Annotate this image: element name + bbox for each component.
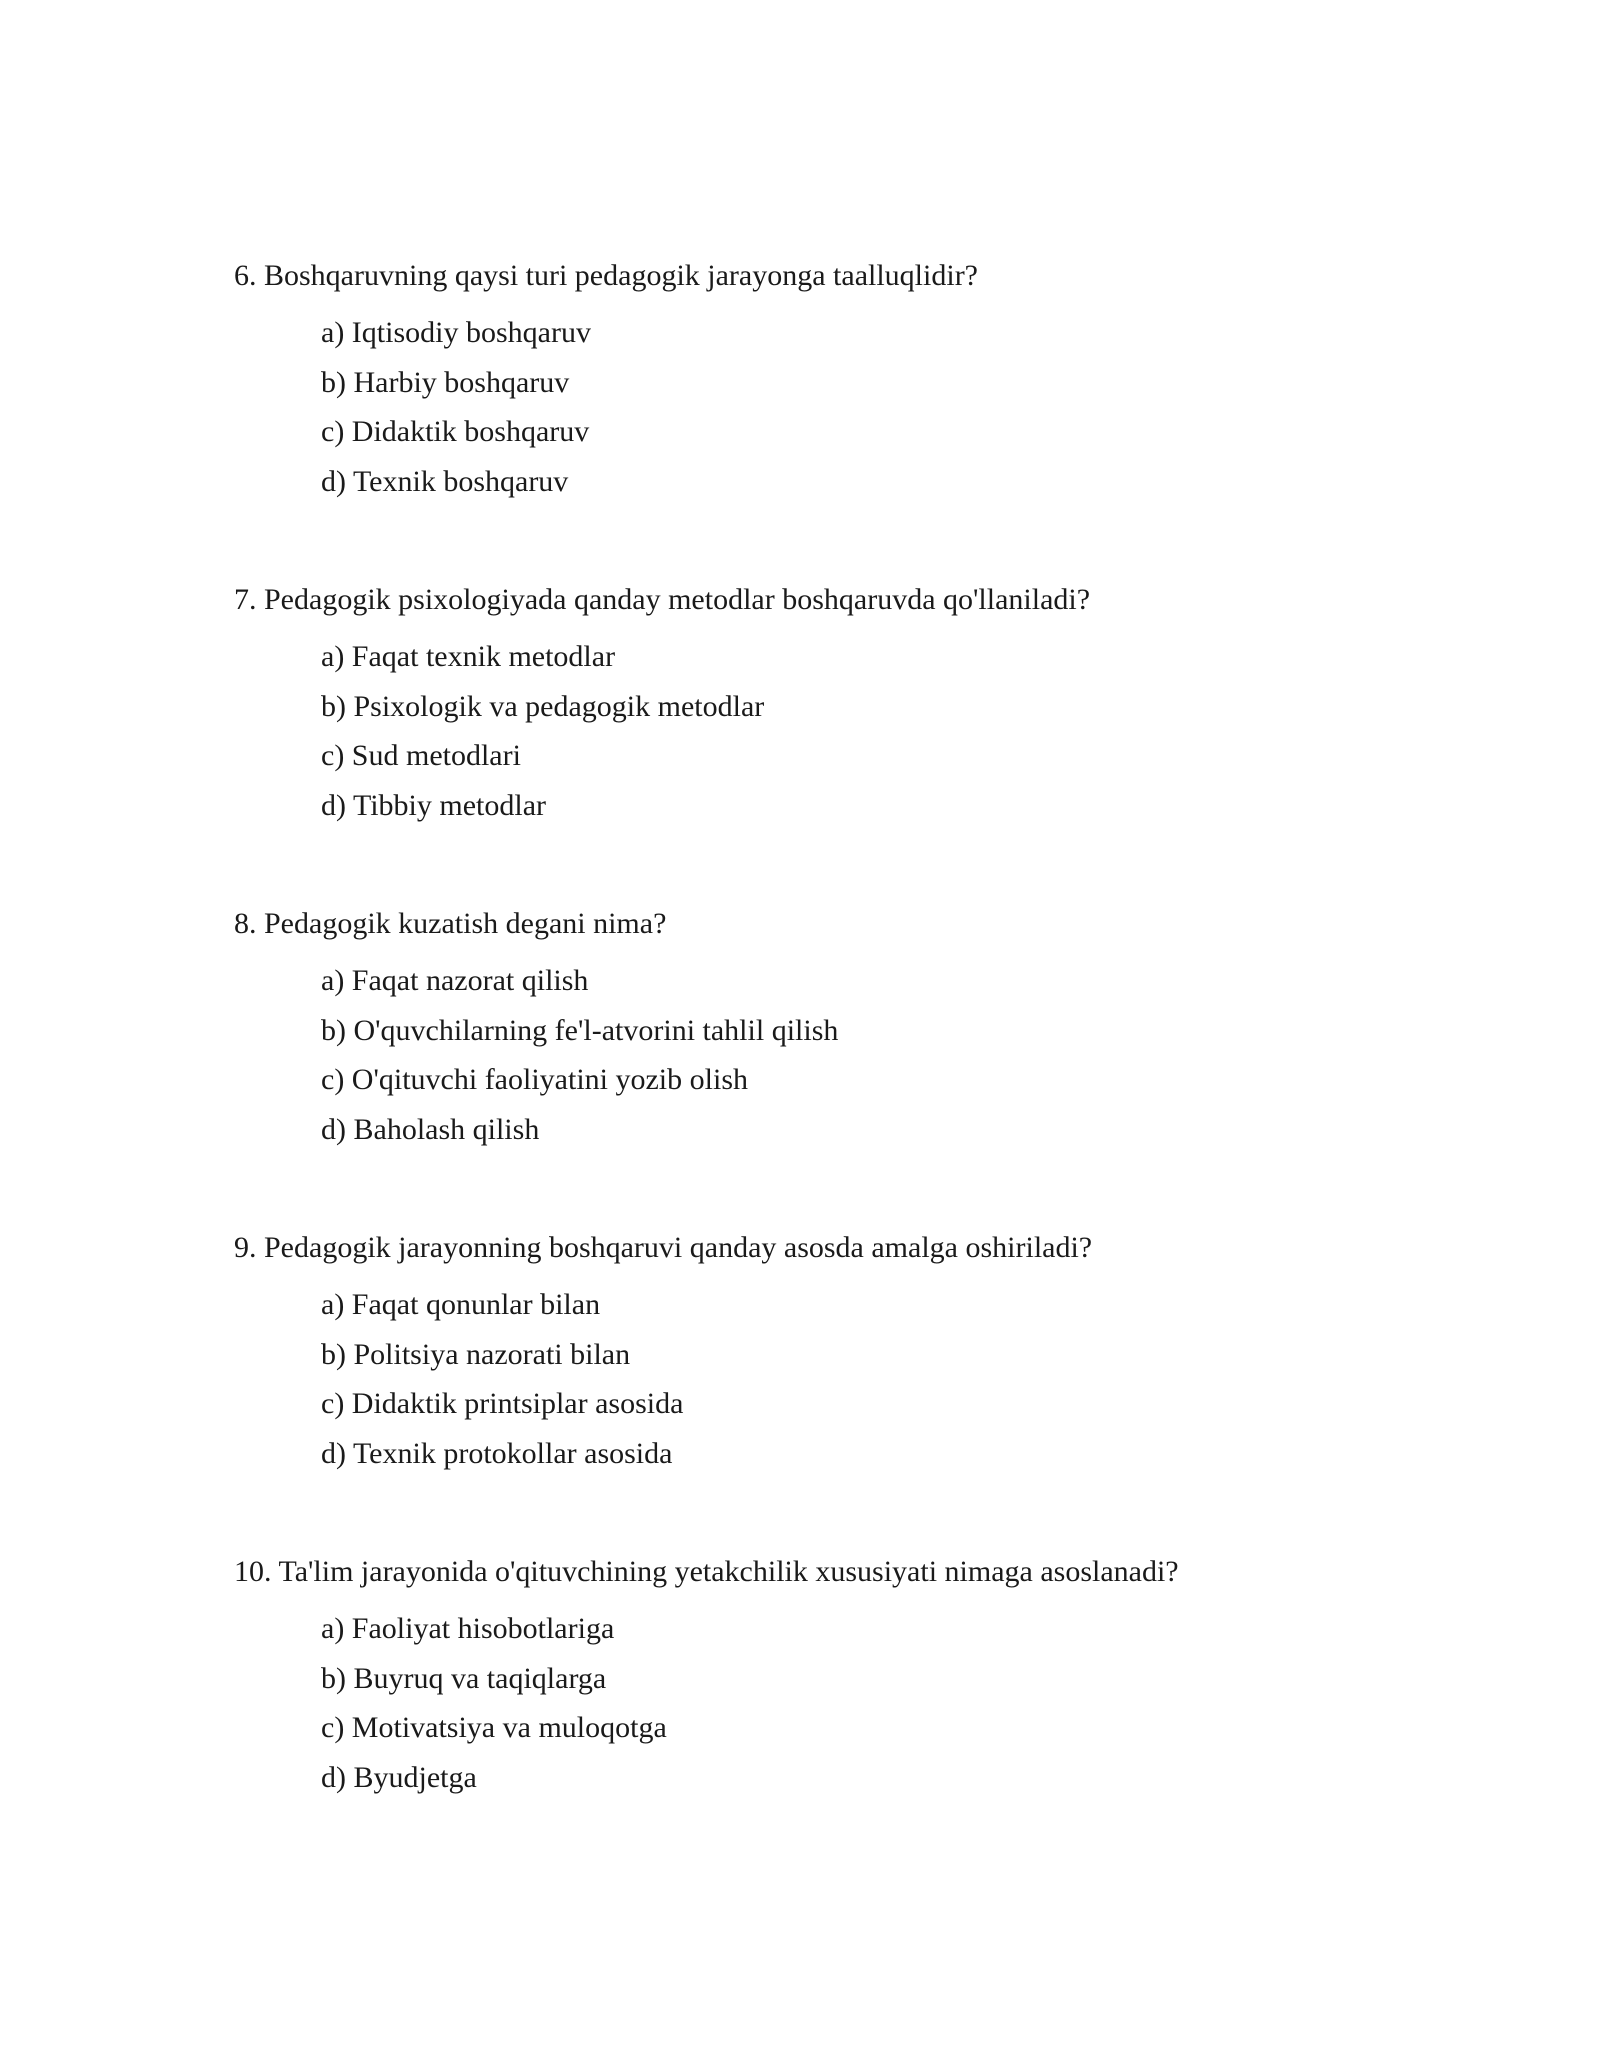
- option-a: a) Iqtisodiy boshqaruv: [321, 316, 591, 349]
- answer-options: [234, 639, 1434, 837]
- option-a: a) Faoliyat hisobotlariga: [321, 1612, 615, 1645]
- option-d: d) Byudjetga: [321, 1760, 477, 1794]
- option-d: d) Texnik protokollar asosida: [321, 1436, 673, 1470]
- option-c: c) Sud metodlari: [321, 739, 521, 772]
- question-text: 6. Boshqaruvning qaysi turi pedagogik jarayonga taalluqlidir?: [234, 259, 978, 292]
- option-b: b) Psixologik va pedagogik metodlar: [321, 689, 765, 723]
- answer-options: [234, 315, 1434, 513]
- question-text: 9. Pedagogik jarayonning boshqaruvi qanday asosda amalga oshiriladi?: [234, 1231, 1093, 1264]
- option-d: d) Tibbiy metodlar: [321, 788, 547, 822]
- answer-options: [234, 1287, 1434, 1485]
- question-6: [234, 258, 1434, 513]
- option-c: c) O'qituvchi faoliyatini yozib olish: [321, 1063, 748, 1096]
- option-b: b) Buyruq va taqiqlarga: [321, 1661, 607, 1695]
- question-text: 10. Ta'lim jarayonida o'qituvchining yetakchilik xususiyati nimaga asoslanadi?: [234, 1555, 1179, 1588]
- option-b: b) O'quvchilarning fe'l-atvorini tahlil qilish: [321, 1013, 839, 1047]
- option-d: d) Texnik boshqaruv: [321, 464, 569, 498]
- question-text: 8. Pedagogik kuzatish degani nima?: [234, 907, 667, 940]
- question-text: 7. Pedagogik psixologiyada qanday metodlar boshqaruvda qo'llaniladi?: [234, 583, 1091, 616]
- answer-options: [234, 963, 1434, 1161]
- question-10: [234, 1554, 1434, 1809]
- option-a: a) Faqat qonunlar bilan: [321, 1288, 601, 1321]
- option-c: c) Motivatsiya va muloqotga: [321, 1711, 667, 1744]
- option-a: a) Faqat nazorat qilish: [321, 964, 589, 997]
- option-c: c) Didaktik boshqaruv: [321, 415, 590, 448]
- question-9: [234, 1230, 1434, 1485]
- question-8: [234, 906, 1434, 1161]
- option-c: c) Didaktik printsiplar asosida: [321, 1387, 684, 1420]
- option-a: a) Faqat texnik metodlar: [321, 640, 616, 673]
- option-b: b) Politsiya nazorati bilan: [321, 1337, 631, 1371]
- option-b: b) Harbiy boshqaruv: [321, 365, 570, 399]
- answer-options: [234, 1611, 1434, 1809]
- question-7: [234, 582, 1434, 837]
- option-d: d) Baholash qilish: [321, 1112, 540, 1146]
